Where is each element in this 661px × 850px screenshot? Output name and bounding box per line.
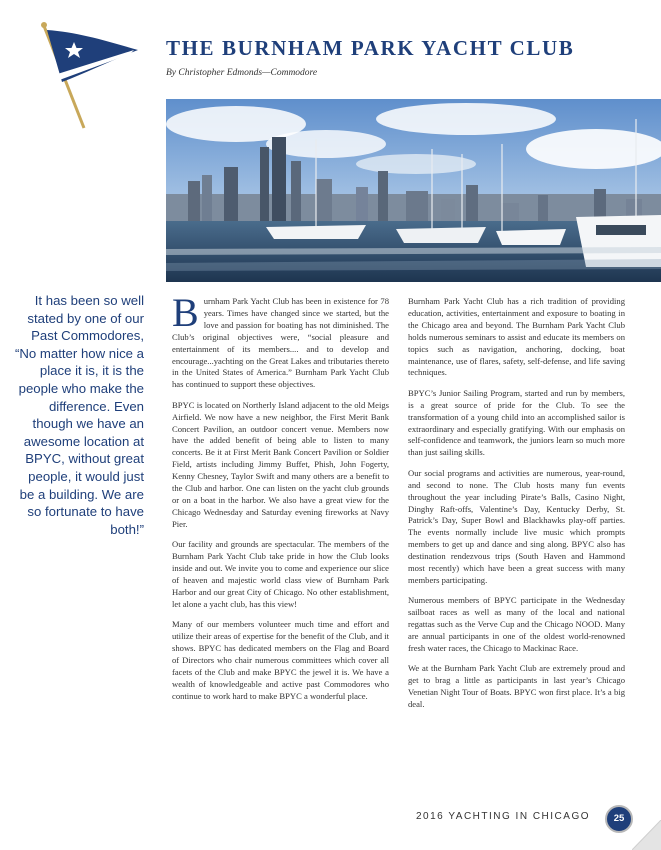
paragraph: Our facility and grounds are spectacular. The members of the Burnham Park Yacht Club take pride in how the Club looks inside and out. We invite you to come and experience our slice of heaven and majestic world class view of Burnham Park Harbor and our great City of Chicago. No other establishment, let alone a yacht club, has this view! [172, 539, 389, 609]
paragraph: Numerous members of BPYC participate in the Wednesday sailboat races as well as many of the local and national regattas such as the Verve Cup and the Chicago NOOD. Many are annual participants in one of the oldest world-renowned fresh water races, the Chicago to Mackinac Race. [408, 595, 625, 653]
byline: By Christopher Edmonds—Commodore [166, 68, 318, 78]
burgee-flag-icon [38, 20, 142, 130]
page-title: THE BURNHAM PARK YACHT CLUB [166, 36, 575, 60]
article-column-1 [172, 290, 389, 711]
paragraph-text: urnham Park Yacht Club has been in existence for 78 years. Times have changed since we started, but the love and passion for boating has not diminished. The Club’s original objectives were, “social pleasure and entertainment of its members.... and to develop and encourage...yachting on the Great Lakes and tributaries thereto in the United States of America.” Burnham Park Yacht Club has continued to support these objectives. [172, 296, 389, 390]
harbor-skyline-photo [166, 99, 661, 282]
article-column-2 [408, 296, 625, 720]
paragraph: Burnham Park Yacht Club has a rich tradition of providing education, activities, entertainment and exposure to boating in the Chicago area and beyond. The Burnham Park Yacht Club holds numerous seminars to assist and educate its members on topics such as navigation, anchoring, docking, boat maintenance, use of flares, safety, self-defense, and life saving techniques. [408, 296, 625, 378]
paragraph: Our social programs and activities are numerous, year-round, and second to none. The Club hosts many fun events throughout the year including Pirate’s Balls, Casino Night, Dinghy Raft-offs, Valentine’s Day, Kentucky Derby, St. Patrick’s Day, Super Bowl and Blackhawks play-off parties. The events normally include live music which prompts members to get up and dance and sing along. BPYC also has destination rendezvous trips (South Haven and Hammond most recently) which have been a great success with many members participating. [408, 467, 625, 585]
paragraph: Many of our members volunteer much time and effort and utilize their areas of expertise for the benefit of the Club, and it shows. BPYC has dedicated members on the Flag and Board of Directors who chair numerous committees which cover all facets of the Club and make BPYC the jewel it is. We have a wealth of knowledgeable and active past Commodores who continue to work hard to make BPYC a wonderful place. [172, 619, 389, 701]
paragraph [172, 290, 389, 391]
paragraph: BPYC’s Junior Sailing Program, started and run by members, is a great source of pride for the Club. To see the transformation of a young child into an accomplished sailor is extraordinary and especially gratifying. With our emphasis on self-confidence and teamwork, the juniors learn so much more than just sailing skills. [408, 387, 625, 458]
paragraph: BPYC is located on Northerly Island adjacent to the old Meigs Airfield. We now have a new neighbor, the First Merit Bank Concert Pavilion, an outdoor concert venue. Members now have the added benefit of being able to listen to many concerts. Be it at First Merit Bank Concert Pavilion or Soldier Field, artists including Jimmy Buffet, Phish, John Fogerty, Kenny Chesney, Taylor Swift and many others are a benefit to the Club and harbor. One can listen on the yacht club grounds or on a boat in the harbor. We also have a great view for the Chicago Wednesday and Saturday evening fireworks at Navy Pier. [172, 399, 389, 529]
page-number-badge: 25 [605, 805, 633, 833]
pull-quote: It has been so well stated by one of our Past Commodores, “No matter how nice a place it is, it is the people who make the difference. Even though we have an awesome location at BPYC, without great people, it would just be a building. We are so fortunate to have both!” [15, 293, 144, 537]
publication-footer: 2016 YACHTING IN CHICAGO [416, 811, 590, 822]
page-corner-icon [632, 820, 661, 850]
drop-cap: B [172, 290, 199, 335]
paragraph: We at the Burnham Park Yacht Club are extremely proud and get to brag a little as participants in last year’s Chicago Venetian Night Tour of Boats. BPYC won first place. It’s a big deal. [408, 663, 625, 710]
